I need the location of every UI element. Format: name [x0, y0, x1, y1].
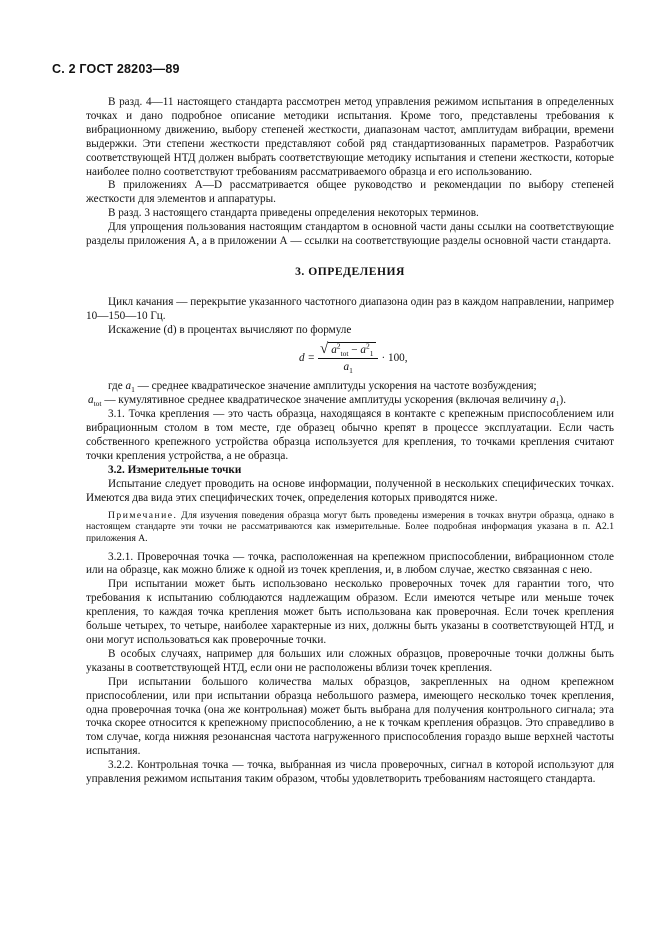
paragraph-3-2: Испытание следует проводить на основе информации, полученной в нескольких специфических точках. Имеются два вида этих специфических точек, определения которых приводятся ниже.	[86, 477, 614, 504]
paragraph-3-2-1-c: В особых случаях, например для больших или сложных образцов, проверочные точки должны быть указаны в соответствующей НТД, если они не расположены вблизи точек крепления.	[86, 647, 614, 674]
paragraph-3-2-1-d: При испытании большого количества малых образцов, закрепленных на одном крепежном приспособлении, или при испытании образца небольшого размера, имеющего несколько точек крепления, одна проверочная точка (она же контрольная) может быть выбрана для получения контрольного сигнала; эта точка скорее относится к крепежному приспособлению, а не к точкам крепления образцов. Это справедливо в том случае, когда нижняя резонансная частота нагруженного приспособления гораздо выше верхней частоты испытания.	[86, 675, 614, 758]
distortion-definition: Искажение (d) в процентах вычисляют по формуле	[108, 323, 352, 336]
section-title: 3. ОПРЕДЕЛЕНИЯ	[295, 264, 405, 278]
cycle-definition: Цикл качания — перекрытие указанного частотного диапазона один раз в каждом направлении, например 10—150—10 Гц.	[86, 295, 614, 322]
formula-fraction	[318, 342, 379, 375]
formula-radicand: $a^2_{tot} - a^2_1$	[328, 342, 376, 357]
sqrt-sign: √	[319, 341, 329, 358]
distortion-formula	[86, 338, 614, 380]
note: Примечание. Для изучения поведения образца могут быть проведены измерения в точках внутри образца, однако в настоящем стандарте эти точки не рассматриваются как измерительные. Более подробная информация указана в п. А2.1 приложения А.	[86, 509, 614, 544]
paragraph-3-2-1: 3.2.1. Проверочная точка — точка, расположенная на крепежном приспособлении, вибрационном столе или на образце, как можно ближе к одной из точек крепления, и, в любом случае, жестко связанная с нею.	[86, 550, 614, 577]
formula-multiplier: · 100,	[381, 351, 408, 364]
subsection-3-2-title: 3.2. Измерительные точки	[108, 464, 242, 477]
document-body	[86, 96, 614, 787]
intro-paragraph-1: В разд. 4—11 настоящего стандарта рассмотрен метод управления режимом испытания в определенных точках и дано подробное описание методики испытания. Кроме того, представлены требования к вибрационному движению, выбору степеней жесткости, диапазонам частот, амплитудам вибрации, времени выдержки. Эти степени жесткости представляют собой ряд стандартизованных параметров. Разработчик соответствующей НТД должен выбрать соответствующие методику испытания и степени жесткости, которые наиболее полно соответствуют требованиям рассматриваемого образца и его использованию.	[86, 96, 614, 178]
page-header: С. 2 ГОСТ 28203—89	[52, 62, 180, 76]
paragraph-3-2-1-b: При испытании может быть использовано несколько проверочных точек для гарантии того, что требования к испытанию соблюдаются надлежащим образом. Если имеются четыре или меньше точек крепления, то каждая точка крепления может быть использована как проверочная. Если точек крепления больше четырех, то четыре, наиболее характерные из них, должны быть указаны в соответствующей НТД, и они могут использоваться как проверочные точки.	[86, 578, 614, 646]
formula-denominator: $a_1$	[343, 361, 353, 376]
intro-paragraph-4: Для упрощения пользования настоящим стандартом в основной части даны ссылки на соответствующие разделы приложения А, а в приложении А — ссылки на соответствующие разделы основной части стандарта.	[86, 221, 614, 248]
where-a1: где $a_1$ — среднее квадратическое значение амплитуды ускорения на частоте возбуждения;	[108, 379, 537, 394]
intro-paragraph-3: В разд. 3 настоящего стандарта приведены определения некоторых терминов.	[108, 207, 479, 220]
where-atot: $a_{tot}$ — кумулятивное среднее квадратическое значение амплитуды ускорения (включая величину $a_1$).	[88, 393, 567, 408]
paragraph-3-1: 3.1. Точка крепления — это часть образца, находящаяся в контакте с крепежным приспособлением или вибрационным столом в том месте, где образец обычно крепят в процессе эксплуатации. Если часть собственного крепежного устройства образца используется для крепления, то точками крепления считают точки крепления устройства, а не образца.	[86, 408, 614, 463]
formula-lhs: d =	[299, 351, 315, 364]
intro-paragraph-2: В приложениях А—D рассматривается общее руководство и рекомендации по выбору степеней жесткости для элементов и аппаратуры.	[86, 179, 614, 206]
paragraph-3-2-2: 3.2.2. Контрольная точка — точка, выбранная из числа проверочных, сигнал в которой используют для управления режимом испытания таким образом, чтобы удовлетворить требованиям настоящего стандарта.	[86, 759, 614, 786]
